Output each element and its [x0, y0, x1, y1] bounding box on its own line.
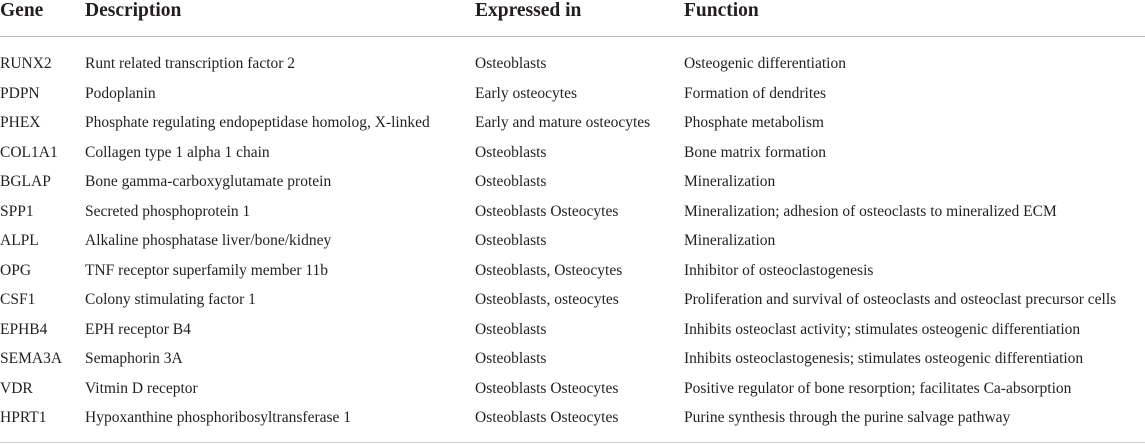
cell-expressed-in: Osteoblasts Osteocytes [475, 379, 619, 397]
cell-description: EPH receptor B4 [85, 320, 191, 338]
cell-expressed-in: Early osteocytes [475, 84, 578, 102]
cell-description: Bone gamma-carboxyglutamate protein [85, 173, 332, 190]
cell-function: Inhibits osteoclastogenesis; stimulates osteogenic differentiation [684, 350, 1084, 367]
cell-function: Mineralization [684, 173, 776, 190]
cell-expressed-in: Osteoblasts [475, 232, 547, 249]
cell-description: Podoplanin [85, 84, 156, 102]
header-gene: Gene [0, 0, 44, 21]
cell-function: Inhibitor of osteoclastogenesis [684, 261, 874, 279]
cell-gene: RUNX2 [0, 55, 52, 72]
table-bottom-rule [0, 442, 1145, 443]
cell-description: Semaphorin 3A [85, 350, 183, 367]
cell-function: Formation of dendrites [684, 84, 827, 102]
cell-function: Mineralization [684, 232, 776, 249]
cell-gene: VDR [0, 379, 33, 397]
cell-gene: HPRT1 [0, 409, 47, 426]
cell-description: Hypoxanthine phosphoribosyltransferase 1 [85, 409, 352, 426]
cell-expressed-in: Osteoblasts Osteocytes [475, 409, 619, 426]
table-header-row [0, 0, 1145, 36]
cell-function: Positive regulator of bone resorption; facilitates Ca-absorption [684, 379, 1072, 397]
table-row [0, 404, 1145, 434]
cell-description: Runt related transcription factor 2 [85, 55, 296, 72]
cell-function: Inhibits osteoclast activity; stimulates osteogenic differentiation [684, 320, 1081, 338]
cell-gene: EPHB4 [0, 320, 48, 338]
cell-gene: ALPL [0, 232, 39, 249]
cell-description: Secreted phosphoprotein 1 [85, 202, 251, 220]
cell-function: Mineralization; adhesion of osteoclasts to mineralized ECM [684, 202, 1057, 220]
cell-function: Bone matrix formation [684, 143, 827, 161]
cell-expressed-in: Osteoblasts [475, 55, 547, 72]
cell-gene: OPG [0, 261, 32, 279]
cell-function: Proliferation and survival of osteoclasts and osteoclast precursor cells [684, 291, 1117, 308]
cell-description: TNF receptor superfamily member 11b [85, 261, 329, 279]
table-row [0, 286, 1145, 316]
cell-gene: COL1A1 [0, 143, 58, 161]
header-function: Function [684, 0, 759, 21]
header-description: Description [85, 0, 182, 21]
table-row [0, 50, 1145, 80]
cell-expressed-in: Osteoblasts, Osteocytes [475, 261, 623, 279]
cell-gene: PDPN [0, 84, 40, 102]
table-row [0, 227, 1145, 257]
header-rule [0, 36, 1145, 37]
cell-expressed-in: Osteoblasts [475, 350, 547, 367]
cell-gene: SPP1 [0, 202, 34, 220]
cell-expressed-in: Osteoblasts Osteocytes [475, 202, 619, 220]
table-row [0, 168, 1145, 198]
cell-gene: PHEX [0, 114, 41, 131]
cell-expressed-in: Osteoblasts, osteocytes [475, 291, 619, 308]
table-row [0, 80, 1145, 110]
cell-expressed-in: Osteoblasts [475, 143, 547, 161]
cell-expressed-in: Osteoblasts [475, 320, 547, 338]
cell-description: Colony stimulating factor 1 [85, 291, 256, 308]
table-row [0, 257, 1145, 287]
table-row [0, 375, 1145, 405]
header-expressed-in: Expressed in [475, 0, 582, 21]
cell-description: Vitmin D receptor [85, 379, 198, 397]
cell-expressed-in: Early and mature osteocytes [475, 114, 651, 131]
table-row [0, 139, 1145, 169]
table-row [0, 198, 1145, 228]
cell-description: Phosphate regulating endopeptidase homolog, X-linked [85, 114, 430, 131]
table-row [0, 316, 1145, 346]
table-row [0, 109, 1145, 139]
cell-function: Purine synthesis through the purine salvage pathway [684, 409, 1011, 426]
table-body [0, 50, 1145, 434]
cell-function: Osteogenic differentiation [684, 55, 846, 72]
cell-description: Collagen type 1 alpha 1 chain [85, 143, 270, 161]
cell-gene: SEMA3A [0, 350, 63, 367]
table-row [0, 345, 1145, 375]
cell-gene: CSF1 [0, 291, 36, 308]
cell-expressed-in: Osteoblasts [475, 173, 547, 190]
cell-function: Phosphate metabolism [684, 114, 824, 131]
cell-description: Alkaline phosphatase liver/bone/kidney [85, 232, 332, 249]
cell-gene: BGLAP [0, 173, 51, 190]
